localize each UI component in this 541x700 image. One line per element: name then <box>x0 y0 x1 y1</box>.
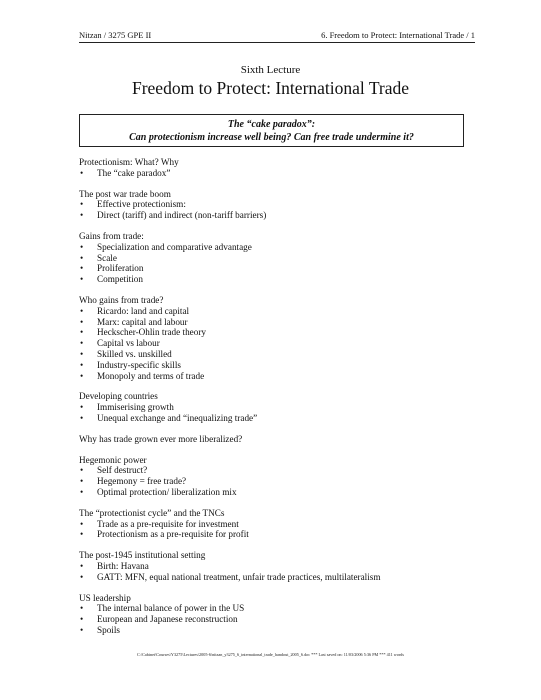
bullet-item: • Unequal exchange and “inequalizing trade” <box>79 413 479 424</box>
bullet-item: • GATT: MFN, equal national treatment, unfair trade practices, multilateralism <box>79 572 479 583</box>
header-left: Nitzan / 3275 GPE II <box>79 30 152 40</box>
section-heading: The post war trade boom <box>79 188 171 199</box>
section-heading: Protectionism: What? Why <box>79 157 179 167</box>
bullet-item: • Ricardo: land and capital <box>79 306 479 317</box>
outline-section <box>79 391 479 423</box>
outline-section <box>79 550 479 582</box>
bullet-item: • Capital vs labour <box>79 338 479 349</box>
bullet-item: • Spoils <box>79 625 479 636</box>
bullet-item: • Skilled vs. unskilled <box>79 349 479 360</box>
bullet-item: • Industry-specific skills <box>79 360 479 371</box>
bullet-item: • Competition <box>79 274 479 285</box>
bullet-item: • Immiserising growth <box>79 402 479 413</box>
bullet-list <box>79 603 479 635</box>
bullet-item: • Scale <box>79 253 479 264</box>
section-heading: Gains from trade: <box>79 230 144 241</box>
bullet-item: • Specialization and comparative advantage <box>79 242 479 253</box>
bullet-item: • Effective protectionism: <box>79 199 479 210</box>
bullet-item: • The “cake paradox” <box>79 168 479 179</box>
bullet-item: • Birth: Havana <box>79 561 479 572</box>
outline-section <box>79 189 479 221</box>
outline-section <box>79 231 479 285</box>
bullet-item: • Optimal protection/ liberalization mix <box>79 487 479 498</box>
outline-section <box>79 508 479 540</box>
section-heading: US leadership <box>79 592 131 603</box>
bullet-list <box>79 465 479 497</box>
section-heading: Hegemonic power <box>79 454 147 465</box>
bullet-list <box>79 168 479 179</box>
bullet-list <box>79 306 479 382</box>
outline-section <box>79 434 479 445</box>
outline-section <box>79 157 479 179</box>
bullet-item: • Heckscher-Ohlin trade theory <box>79 327 479 338</box>
section-heading: Developing countries <box>79 391 158 402</box>
bullet-item: • Monopoly and terms of trade <box>79 371 479 382</box>
outline-section <box>79 295 479 381</box>
bullet-item: • European and Japanese reconstruction <box>79 614 479 625</box>
bullet-list <box>79 402 479 424</box>
page-title: Freedom to Protect: International Trade <box>131 78 410 98</box>
bullet-item: • The internal balance of power in the US <box>79 603 479 614</box>
outline-section <box>79 455 479 498</box>
lecture-label: Sixth Lecture <box>240 64 301 76</box>
file-path-footer: C:\Cabinet\Courses\Y3275\Lectures\2005-6\nitzan_y3275_6_international_trade_handout_2005_6.doc *** Last saved on: 11/03/2006 5:36 PM *** 411 words <box>136 652 405 657</box>
bullet-item: • Protectionism as a pre-requisite for profit <box>79 529 479 540</box>
bullet-item: • Trade as a pre-requisite for investment <box>79 519 479 530</box>
outline-section <box>79 593 479 636</box>
bullet-list <box>79 561 479 583</box>
header-right: 6. Freedom to Protect: International Trade / 1 <box>321 30 475 40</box>
question-box-line-1: The “cake paradox”: <box>227 119 316 130</box>
bullet-list <box>79 199 479 221</box>
section-heading: Why has trade grown ever more liberalized? <box>79 433 243 444</box>
section-heading: The post-1945 institutional setting <box>79 550 206 561</box>
bullet-item: • Marx: capital and labour <box>79 317 479 328</box>
bullet-list <box>79 519 479 541</box>
lecture-outline <box>79 157 479 646</box>
section-heading: Who gains from trade? <box>79 294 164 305</box>
bullet-item: • Hegemony = free trade? <box>79 476 479 487</box>
running-header <box>79 30 475 43</box>
section-heading: The “protectionist cycle” and the TNCs <box>79 507 225 518</box>
bullet-list <box>79 242 479 285</box>
question-box-line-2: Can protectionism increase well being? Can free trade undermine it? <box>129 132 414 143</box>
bullet-item: • Direct (tariff) and indirect (non-tariff barriers) <box>79 210 479 221</box>
bullet-item: • Self destruct? <box>79 465 479 476</box>
question-box <box>79 114 464 147</box>
bullet-item: • Proliferation <box>79 263 479 274</box>
